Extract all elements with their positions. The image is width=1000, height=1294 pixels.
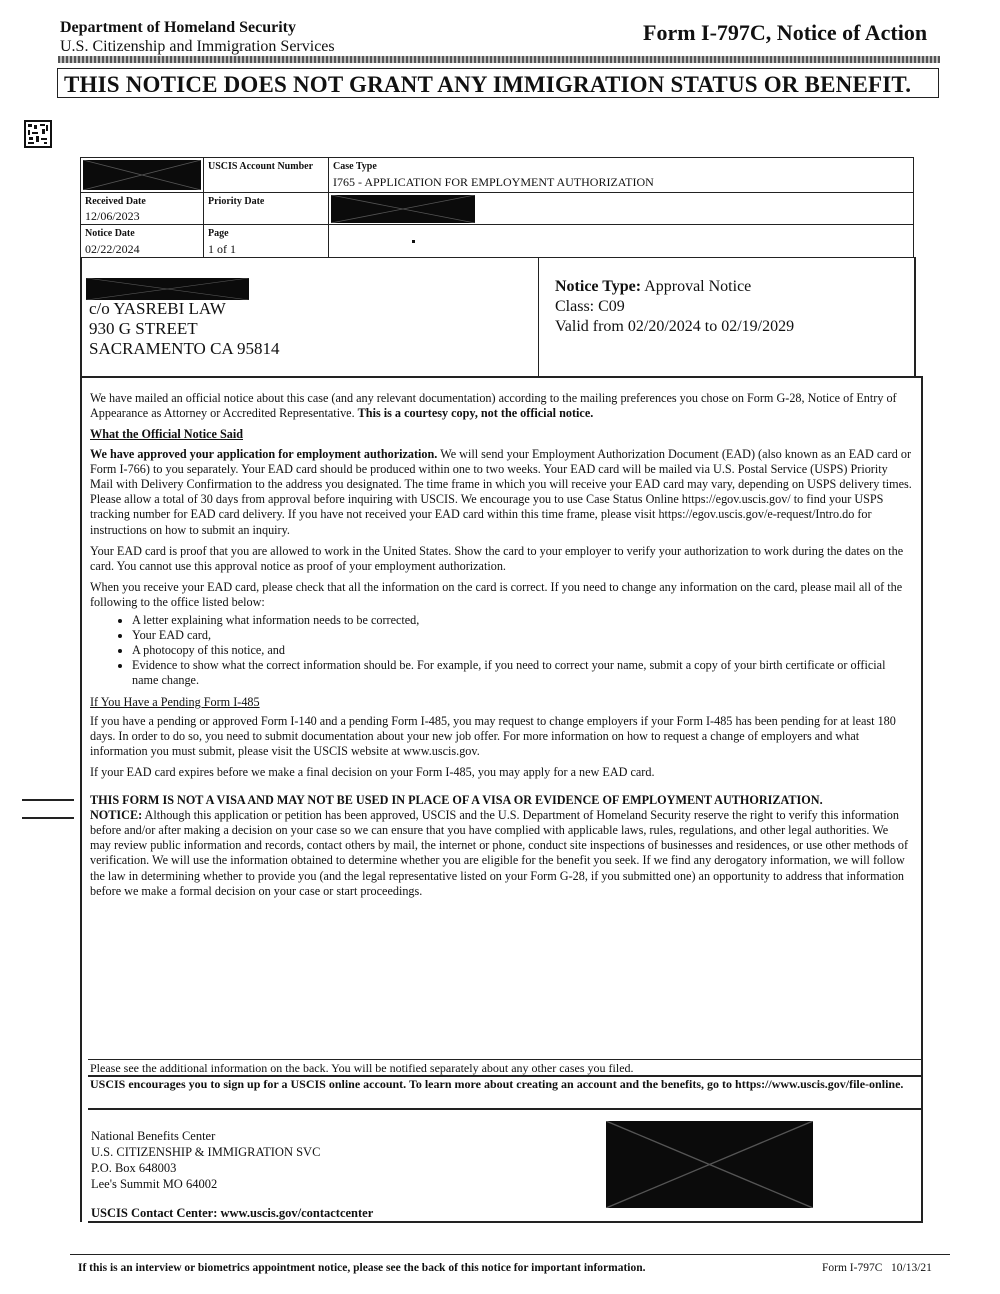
received-date-value: 12/06/2023 (85, 209, 140, 223)
approval-text: We will send your Employment Authorization Document (EAD) (also known as an EAD card or Form I-766) to you separately. Your EAD card should be produced within one to two weeks. Your EAD card will be mailed via U.S. Postal Service (USPS) Priority Mail with Delivery Confirmation to the address you designated. The time frame in which you will receive your EAD card may vary, depending on USPS delivery times. Please allow a total of 30 days from approval before inquiring with USCIS. We encourage you to use Case Status Online https://egov.uscis.gov/ to find your USPS tracking number for EAD card delivery. If you have not received your EAD card within this time frame, please visit https://egov.uscis.gov/e-request/Intro.do for instructions on how to submit an inquiry. (90, 446, 912, 537)
header-divider (58, 56, 940, 63)
notice-type-value: Approval Notice (644, 278, 752, 295)
status-banner: THIS NOTICE DOES NOT GRANT ANY IMMIGRATION STATUS OR BENEFIT. (57, 68, 939, 98)
notice-type-label: Notice Type: (555, 278, 642, 295)
frame-right-upper (914, 257, 916, 377)
header-agency-block (60, 18, 335, 56)
additional-info-note: Please see the additional information on the back. You will be notified separately about any other cases you filed. (90, 1061, 634, 1075)
address-bottom-rule (80, 376, 923, 378)
courtesy-paragraph (90, 391, 912, 421)
address-line-1: c/o YASREBI LAW (89, 299, 226, 318)
account-number-cell (203, 157, 329, 193)
page-cell (203, 224, 329, 258)
list-item: • A photocopy of this notice, and (132, 643, 912, 658)
priority-date-label: Priority Date (208, 196, 265, 207)
redacted-receipt-number (80, 157, 204, 193)
frame-right-lower (921, 376, 923, 1222)
redacted-recipient-name (86, 278, 249, 300)
redacted-beneficiary-cell (328, 192, 914, 225)
department-name: Department of Homeland Security (60, 19, 296, 36)
office-line-4: Lee's Summit MO 64002 (91, 1177, 218, 1191)
courtesy-text: We have mailed an official notice about this case (and any relevant documentation) according to the mailing preferences you chose on Form G-28, Notice of Entry of Appearance as Attorney or Accredited Representative. (90, 391, 897, 421)
contact-center: USCIS Contact Center: www.uscis.gov/contactcenter (91, 1206, 374, 1220)
list-item: • A letter explaining what information needs to be corrected, (132, 613, 912, 628)
priority-date-cell (203, 192, 329, 225)
form-edition: Form I-797C 10/13/21 (822, 1262, 932, 1274)
margin-mark (22, 817, 74, 819)
online-account-note: USCIS encourages you to sign up for a USCIS online account. To learn more about creating an account and the benefits, go to https://www.uscis.gov/file-online. (90, 1077, 904, 1091)
notice-date-value: 02/22/2024 (85, 242, 140, 256)
account-number-label: USCIS Account Number (208, 161, 314, 172)
notice-date-label: Notice Date (85, 228, 135, 239)
notice-body (90, 391, 912, 905)
office-address (91, 1128, 320, 1192)
frame-bottom (88, 1221, 923, 1223)
i485-paragraph: If you have a pending or approved Form I-140 and a pending Form I-485, you may request to change employers if your Form I-485 has been pending for at least 180 days. In order to do so, you need to submit documentation about your new job offer. For more information on how to request a change of employers and what information you must submit, please visit the USCIS website at www.uscis.gov. (90, 713, 896, 759)
verification-text: Although this application or petition has been approved, USCIS and the U.S. Department of Homeland Security reserve the right to verify this information before and/or after making a decision on your case so we can ensure that you have complied with applicable laws, rules, regulations, and other legal authorities. We may review public information and records, contact others by mail, the internet or phone, conduct site inspections of businesses and residences, or use other methods of verification. We will use the information obtained to determine whether you are eligible for the benefit you seek. If we find any derogatory information, we will follow the law in determining whether to provide you (and the legal representative listed on your Form G-28, if you submitted one) an opportunity to address that information before we make a formal decision on your case or start proceedings. (90, 807, 909, 898)
office-line-3: P.O. Box 648003 (91, 1161, 177, 1175)
case-type-label: Case Type (333, 161, 377, 172)
address-line-3: SACRAMENTO CA 95814 (89, 339, 280, 358)
notice-class: Class: C09 (555, 298, 625, 315)
ead-proof-paragraph: Your EAD card is proof that you are allowed to work in the United States. Show the card to your employer to verify your authorization to work during the dates on the card. You cannot use this approval notice as proof of your employment authorization. (90, 543, 904, 574)
page-bottom-rule (70, 1254, 950, 1255)
barcode-icon (24, 120, 52, 148)
mark-dot (412, 240, 415, 243)
footer-rule-3 (88, 1108, 922, 1110)
notice-bold-label: NOTICE: (90, 807, 143, 822)
case-type-value: I765 - APPLICATION FOR EMPLOYMENT AUTHORIZATION (333, 175, 654, 189)
received-date-label: Received Date (85, 196, 146, 207)
form-title: Form I-797C, Notice of Action (643, 20, 928, 45)
notice-date-cell (80, 224, 204, 258)
address-line-2: 930 G STREET (89, 319, 198, 338)
notice-valid-range: Valid from 02/20/2024 to 02/19/2029 (555, 318, 795, 335)
office-line-2: U.S. CITIZENSHIP & IMMIGRATION SVC (91, 1145, 321, 1159)
courtesy-bold-text: This is a courtesy copy, not the official notice. (357, 406, 594, 421)
footer-rule-1 (88, 1059, 922, 1060)
notice-type-block (555, 277, 794, 337)
page-label: Page (208, 228, 229, 239)
verification-notice-paragraph (90, 808, 912, 899)
ead-expiry-paragraph: If your EAD card expires before we make a final decision on your Form I-485, you may apply for a new EAD card. (90, 765, 655, 780)
approval-paragraph (90, 447, 912, 538)
official-notice-heading: What the Official Notice Said (90, 427, 244, 442)
office-line-1: National Benefits Center (91, 1129, 216, 1143)
address-divider (538, 257, 539, 377)
empty-cell (328, 224, 914, 258)
page-value: 1 of 1 (208, 242, 236, 256)
recipient-address (89, 299, 280, 359)
pending-i485-heading: If You Have a Pending Form I-485 (90, 694, 260, 709)
margin-mark (22, 799, 74, 801)
list-item: • Evidence to show what the correct information should be. For example, if you need to correct your name, submit a copy of your birth certificate or official name change. (132, 658, 912, 688)
frame-left (80, 257, 82, 1222)
not-a-visa-warning: THIS FORM IS NOT A VISA AND MAY NOT BE USED IN PLACE OF A VISA OR EVIDENCE OF EMPLOYMENT AUTHORIZATION. (90, 792, 823, 807)
correction-list (90, 613, 912, 689)
appointment-note: If this is an interview or biometrics appointment notice, please see the back of this notice for important information. (78, 1262, 646, 1274)
received-date-cell (80, 192, 204, 225)
list-item: • Your EAD card, (132, 628, 912, 643)
approval-bold-text: We have approved your application for employment authorization. (90, 446, 438, 461)
redacted-barcode (606, 1121, 813, 1208)
case-type-cell (328, 157, 914, 193)
agency-name: U.S. Citizenship and Immigration Services (60, 38, 335, 55)
correction-paragraph: When you receive your EAD card, please check that all the information on the card is correct. If you need to change any information on the card, please mail all of the following to the office listed below: (90, 580, 903, 610)
